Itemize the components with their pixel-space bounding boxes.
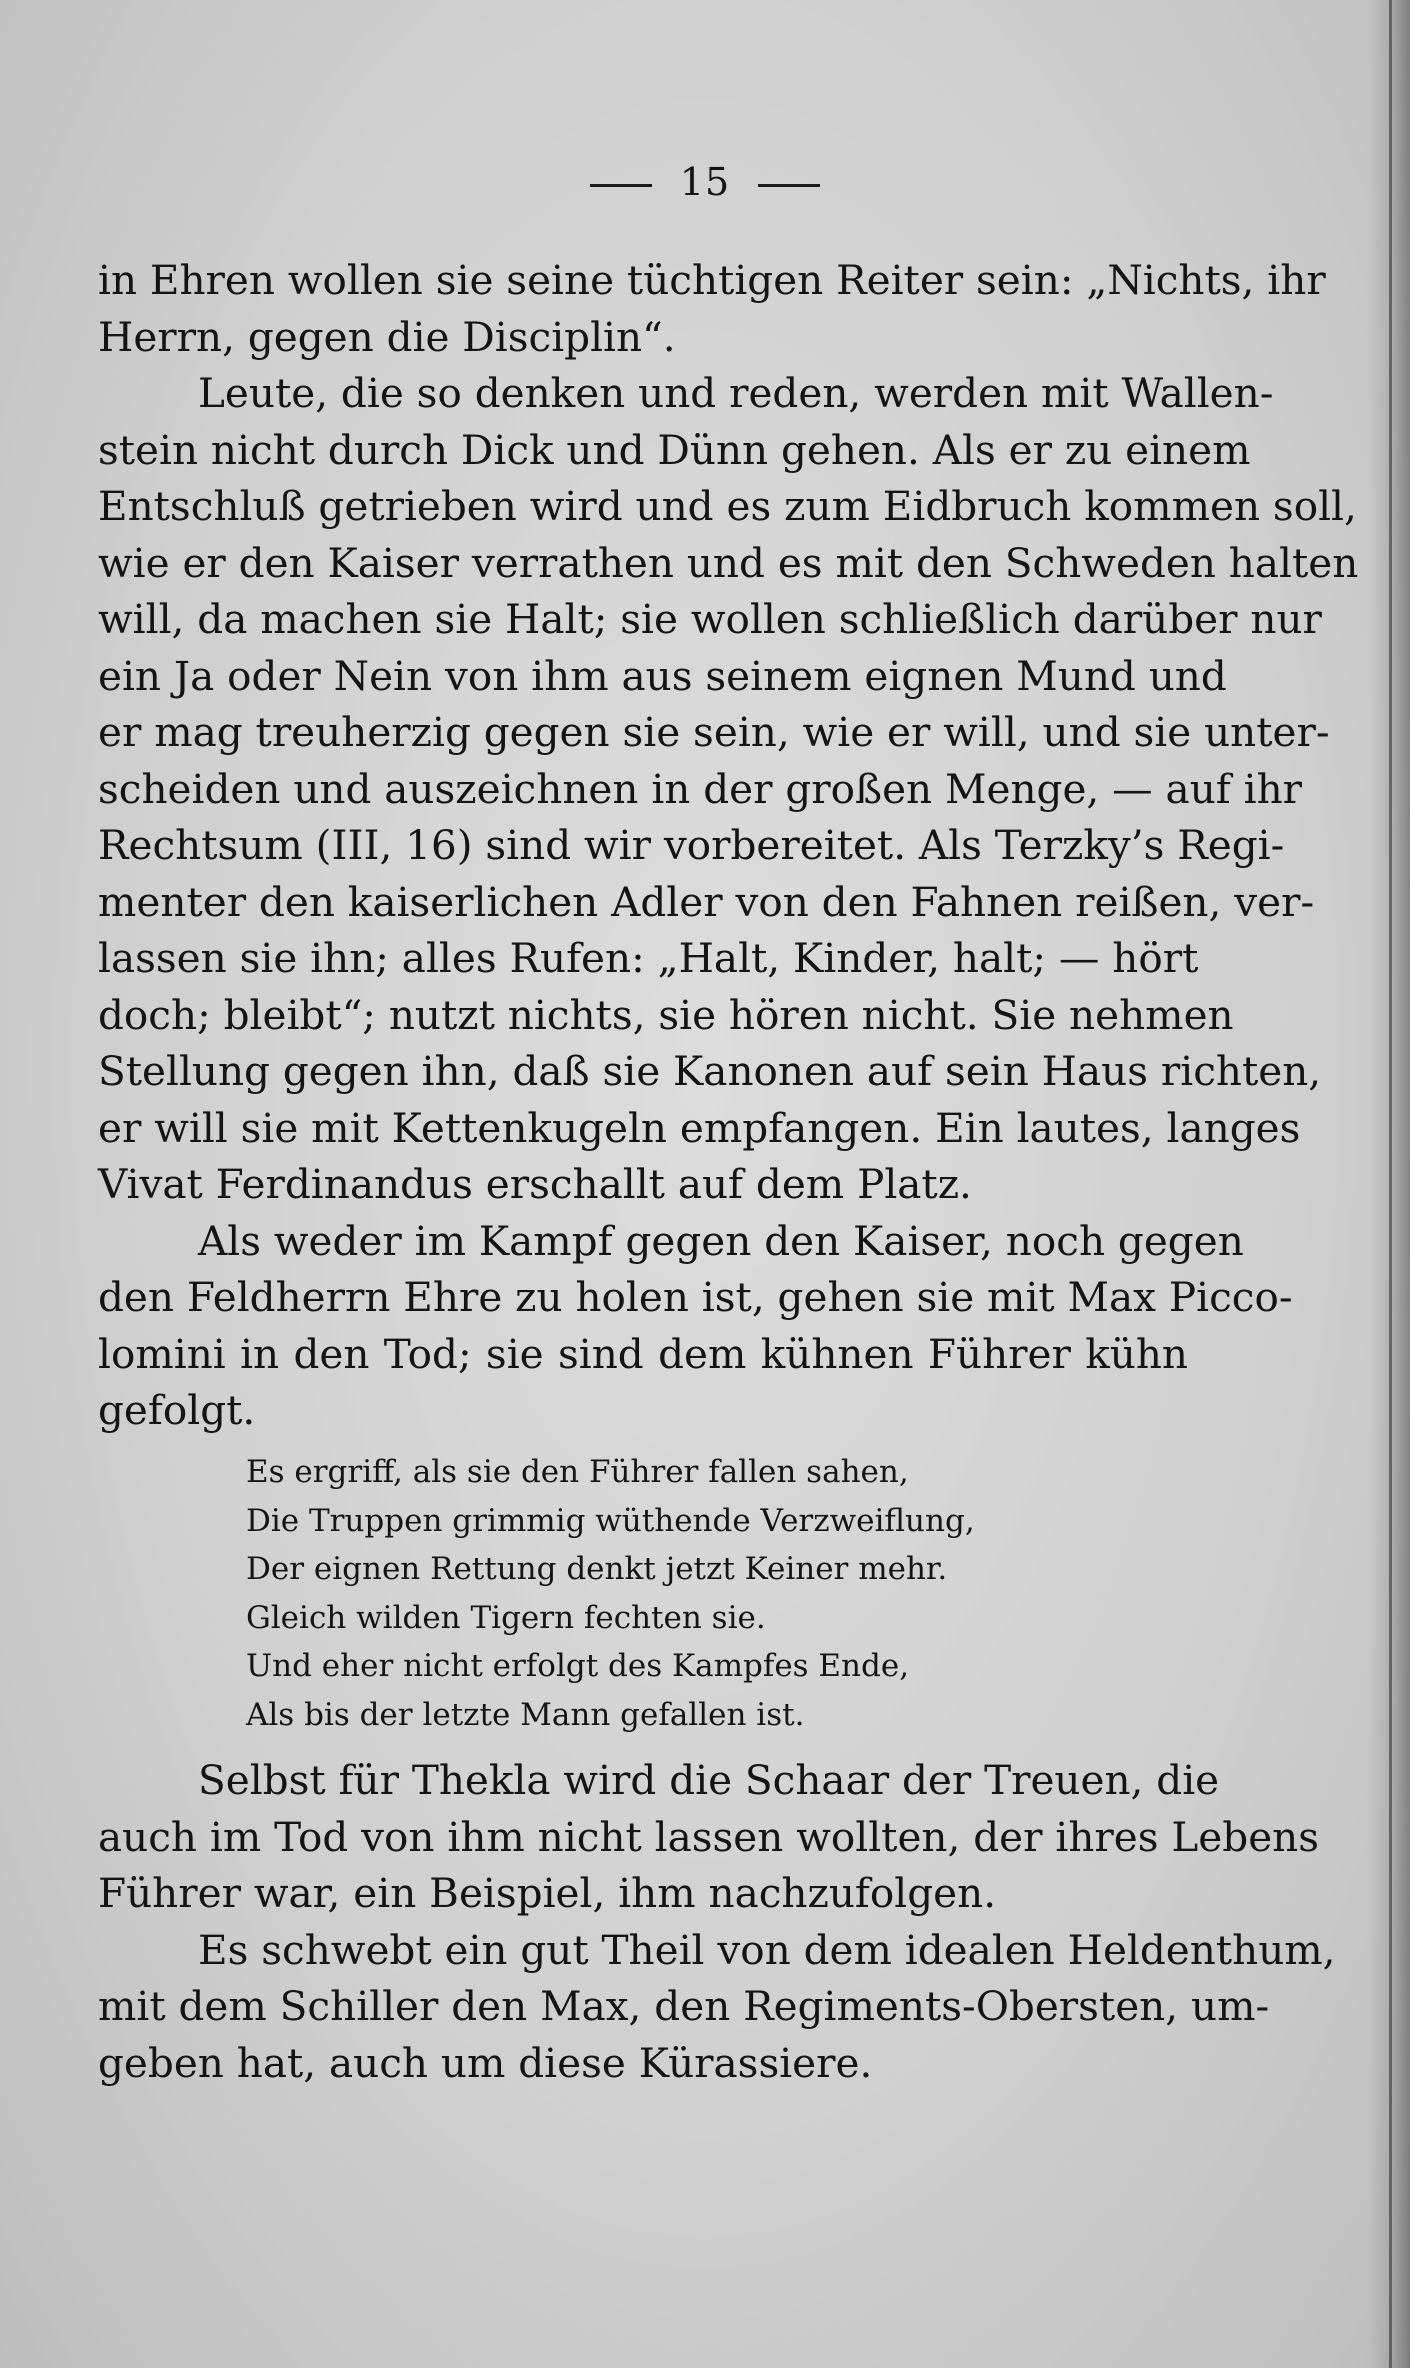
page-number: 15 <box>679 160 731 204</box>
text-line: Es schwebt ein gut Theil von dem idealen Heldenthum, <box>198 1925 1336 1974</box>
text-line: lomini in den Tod; sie sind dem kühnen Führer kühn <box>98 1329 1188 1378</box>
page-header <box>0 160 1410 204</box>
text-line: Entschluß getrieben wird und es zum Eidbruch kommen soll, <box>98 482 1357 530</box>
text-line: er will sie mit Kettenkugeln empfangen. Ein lautes, langes <box>98 1103 1301 1152</box>
text-line: doch; bleibt“; nutzt nichts, sie hören nicht. Sie nehmen <box>98 990 1234 1039</box>
paragraph <box>98 365 1359 1213</box>
text-line: Selbst für Thekla wird die Schaar der Treuen, die <box>198 1756 1220 1804</box>
verse-line: Und eher nicht erfolgt des Kampfes Ende, <box>246 1648 910 1684</box>
paragraph <box>98 1752 1320 1922</box>
text-line: scheiden und auszeichnen in der großen Menge, — auf ihr <box>98 764 1303 813</box>
text-line: den Feldherrn Ehre zu holen ist, gehen sie mit Max Picco- <box>98 1273 1293 1321</box>
header-dash-left <box>590 184 652 187</box>
text-line: stein nicht durch Dick und Dünn gehen. Als er zu einem <box>98 425 1251 474</box>
verse-line: Der eignen Rettung denkt jetzt Keiner mehr. <box>246 1551 948 1587</box>
text-line: wie er den Kaiser verrathen und es mit den Schweden halten <box>98 538 1359 587</box>
text-line: Leute, die so denken und reden, werden mit Wallen- <box>198 369 1274 417</box>
text-line: mit dem Schiller den Max, den Regiments-Obersten, um- <box>98 1982 1270 2030</box>
text-line: Stellung gegen ihn, daß sie Kanonen auf sein Haus richten, <box>98 1047 1322 1095</box>
paragraph <box>98 252 1326 365</box>
text-line: geben hat, auch um diese Kürassiere. <box>98 2038 873 2087</box>
verse-line: Die Truppen grimmig wüthende Verzweiflung, <box>246 1502 975 1539</box>
text-line: will, da machen sie Halt; sie wollen schließlich darüber nur <box>98 595 1322 643</box>
text-line: gefolgt. <box>98 1386 256 1434</box>
paragraph <box>98 1213 1293 1439</box>
text-line: Herrn, gegen die Disciplin“. <box>98 312 676 361</box>
text-line: auch im Tod von ihm nicht lassen wollten, der ihres Lebens <box>98 1812 1320 1861</box>
spine-edge <box>1389 0 1392 2368</box>
paragraph <box>98 1922 1336 2092</box>
verse-line: Es ergriff, als sie den Führer fallen sahen, <box>246 1454 909 1490</box>
text-line: menter den kaiserlichen Adler von den Fahnen reißen, ver- <box>98 877 1315 926</box>
text-line: er mag treuherzig gegen sie sein, wie er will, und sie unter- <box>98 708 1330 756</box>
header-dash-right <box>758 184 820 187</box>
text-line: lassen sie ihn; alles Rufen: „Halt, Kinder, halt; — hört <box>98 934 1199 982</box>
body-text-top <box>98 252 1359 1439</box>
verse-quote <box>246 1448 1046 1739</box>
body-text-bottom <box>98 1752 1336 2091</box>
text-line: Vivat Ferdinandus erschallt auf dem Platz. <box>98 1160 972 1208</box>
text-line: Führer war, ein Beispiel, ihm nachzufolgen. <box>98 1869 997 1917</box>
text-line: ein Ja oder Nein von ihm aus seinem eignen Mund und <box>98 651 1227 700</box>
verse-line: Gleich wilden Tigern fechten sie. <box>246 1599 766 1636</box>
text-line: Als weder im Kampf gegen den Kaiser, noch gegen <box>198 1216 1244 1265</box>
verse-line: Als bis der letzte Mann gefallen ist. <box>246 1696 805 1733</box>
text-line: in Ehren wollen sie seine tüchtigen Reiter sein: „Nichts, ihr <box>98 256 1326 304</box>
text-line: Rechtsum (III, 16) sind wir vorbereitet. Als Terzky’s Regi- <box>98 821 1285 869</box>
